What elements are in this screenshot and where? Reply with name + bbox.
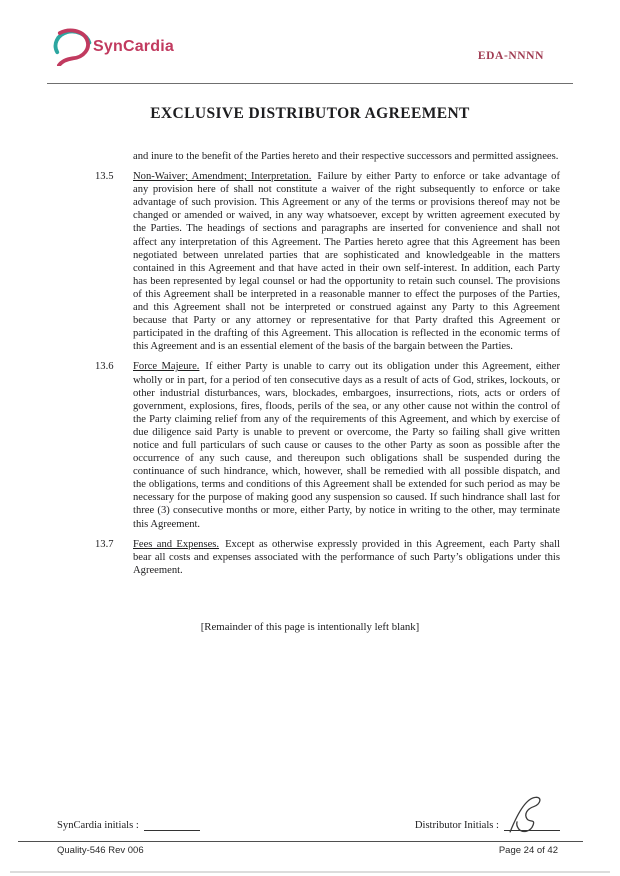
section-body: Except as otherwise expressly provided in this Agreement, each Party shall bear all costs and expenses associated with the performance of such Party’s obligations under this Agreement. bbox=[133, 538, 560, 576]
scan-edge-artifact bbox=[10, 871, 610, 873]
logo-wordmark: SynCardia bbox=[93, 38, 174, 55]
footer-meta bbox=[57, 845, 558, 856]
distributor-signature bbox=[504, 791, 550, 839]
section-text bbox=[133, 360, 560, 530]
syncardia-initials bbox=[57, 818, 200, 831]
agreement-body bbox=[95, 150, 560, 584]
distributor-initials-label: Distributor Initials : bbox=[414, 820, 499, 831]
page-title: EXCLUSIVE DISTRIBUTOR AGREEMENT bbox=[150, 105, 470, 122]
section-number: 13.5 bbox=[95, 171, 114, 183]
section-13-7 bbox=[95, 538, 560, 577]
section-text bbox=[133, 538, 560, 577]
initials-row bbox=[57, 818, 560, 831]
section-number: 13.7 bbox=[95, 538, 114, 550]
document-code: EDA-NNNN bbox=[477, 50, 544, 62]
heart-swoosh-icon bbox=[52, 28, 92, 66]
doc-control-number: Quality-546 Rev 006 bbox=[57, 845, 144, 856]
section-13-5 bbox=[95, 170, 560, 353]
section-body: If either Party is unable to carry out its obligation under this Agreement, either wholly or in part, for a period of ten consecutive days as a result of acts of God, strikes, lockouts, or other industrial disturbances, wars, blockades, embargoes, insurrections, riots, acts or orders of government, explosions, fires, floods, perils of the sea, or any other cause not within the control of the Party claiming relief from any of the requirements of this Agreement, and which by exercise of due diligence said Party is unable to prevent or overcome, the Party so failing shall give written notice and full particulars of such cause or causes to the other Party as soon as possible after the occurrence of any such cause, and thereupon such obligations shall be suspended during the continuance of such hindrance, which, however, shall be remedied with all possible dispatch, and the obligations, terms and conditions of this Agreement shall be extended for such period as may be necessary for the purpose of making good any suspension so caused. If such hindrance shall last for three (3) consecutive months or more, either Party, by notice in writing to the other, may terminate this Agreement. bbox=[133, 361, 560, 530]
section-number: 13.6 bbox=[95, 361, 114, 373]
distributor-initials bbox=[415, 818, 560, 831]
section-number-spacer bbox=[95, 150, 133, 163]
section-heading: Non-Waiver; Amendment; Interpretation. bbox=[133, 171, 312, 183]
intentionally-blank-notice: [Remainder of this page is intentionally left blank] bbox=[200, 621, 420, 633]
page-number: Page 24 of 42 bbox=[498, 845, 558, 856]
footer-divider bbox=[18, 841, 583, 842]
section-heading: Fees and Expenses. bbox=[133, 538, 220, 550]
header-divider bbox=[47, 83, 573, 84]
section-heading: Force Majeure. bbox=[133, 361, 200, 373]
section-body: Failure by either Party to enforce or take advantage of any provision here of shall not constitute a waiver of the right subsequently to enforce or take advantage of such provision. This Agreement or any of the terms or provisions thereof may not be changed or amended or waived, in any way whatsoever, except by written agreement executed by the Parties. The headings of sections and paragraphs are inserted for convenience and shall not affect any interpretation of this Agreement. The Parties hereto agree that this Agreement has been negotiated between unrelated parties that are sophisticated and knowledgeable in the matters contained in this Agreement and that have acted in their own self-interest. In addition, each Party has been represented by legal counsel or had the opportunity to retain such counsel. The provisions of this Agreement shall be interpreted in a reasonable manner to effect the purposes of the Parties, and this Agreement shall not be interpreted or construed against any Party to this Agreement because that Party or any attorney or representative for that Party drafted this Agreement or participated in the drafting of this Agreement. This allocation is reflected in the economic terms of this Agreement and is an essential element of the basis of the bargain between the Parties. bbox=[133, 171, 560, 353]
syncardia-logo bbox=[52, 28, 174, 66]
syncardia-initials-line[interactable] bbox=[144, 818, 200, 831]
syncardia-initials-label: SynCardia initials : bbox=[57, 820, 139, 831]
paragraph-text: and inure to the benefit of the Parties hereto and their respective successors and permitted assignees. bbox=[133, 151, 559, 162]
paragraph-continuation bbox=[95, 150, 560, 163]
distributor-initials-line[interactable] bbox=[504, 818, 560, 831]
section-13-6 bbox=[95, 360, 560, 530]
section-text bbox=[133, 170, 560, 353]
